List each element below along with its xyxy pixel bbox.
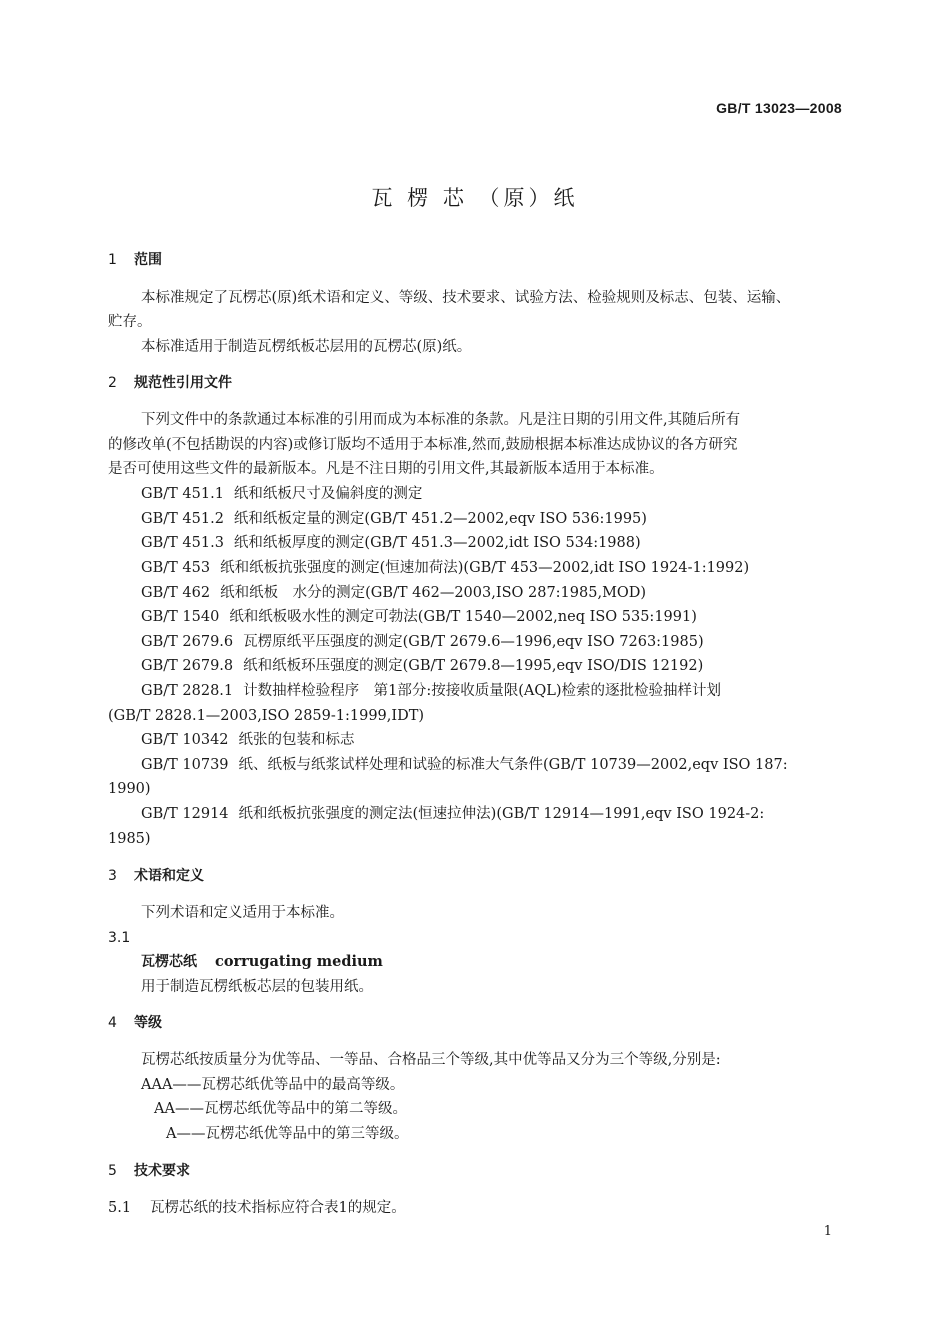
reference-code: GB/T 462 (141, 585, 211, 601)
paragraph-line: 的修改单(不包括勘误的内容)或修订版均不适用于本标准,然而,鼓励根据本标准达成协议的各方研究 (108, 437, 738, 453)
reference-code: GB/T 10739 (141, 757, 229, 773)
section-5-heading (108, 1162, 190, 1180)
reference-title: 纸和纸板厚度的测定(GB/T 451.3—2002,idt ISO 534:1988) (233, 535, 641, 551)
section-4-heading (108, 1014, 162, 1032)
reference-continuation: 1985) (108, 831, 151, 847)
grade-item: AAA——瓦楞芯纸优等品中的最高等级。 (141, 1077, 405, 1093)
paragraph-line: 是否可使用这些文件的最新版本。凡是不注日期的引用文件,其最新版本适用于本标准。 (108, 461, 664, 477)
reference-code: GB/T 451.3 (141, 535, 224, 551)
document-title: 瓦 楞 芯 （原）纸 (371, 186, 579, 210)
reference-title: 纸和纸板抗张强度的测定(恒速加荷法)(GB/T 453—2002,idt ISO 1924-1:1992) (220, 560, 750, 576)
section-3-heading (108, 867, 204, 885)
reference-title: 纸、纸板与纸浆试样处理和试验的标准大气条件(GB/T 10739—2002,eqv ISO 187: (238, 757, 788, 773)
reference-item (141, 657, 703, 675)
reference-item (141, 756, 788, 774)
section-title: 术语和定义 (134, 868, 204, 884)
page-number: 1 (823, 1224, 832, 1239)
reference-code: GB/T 2679.8 (141, 658, 234, 674)
reference-item (141, 633, 704, 651)
reference-continuation: (GB/T 2828.1—2003,ISO 2859-1:1999,IDT) (108, 708, 425, 724)
paragraph-line: 本标准适用于制造瓦楞纸板芯层用的瓦楞芯(原)纸。 (141, 339, 472, 355)
section-title: 规范性引用文件 (134, 375, 232, 391)
reference-item (141, 682, 721, 700)
reference-title: 纸张的包装和标志 (238, 732, 355, 748)
subsection-number: 5.1 (108, 1200, 132, 1216)
standard-code: GB/T 13023—2008 (716, 100, 842, 116)
paragraph-line: 下列文件中的条款通过本标准的引用而成为本标准的条款。凡是注日期的引用文件,其随后所有 (141, 412, 741, 428)
paragraph-line: 本标准规定了瓦楞芯(原)纸术语和定义、等级、技术要求、试验方法、检验规则及标志、包装、运输、 (141, 290, 791, 306)
reference-code: GB/T 451.1 (141, 486, 224, 502)
term-entry (141, 953, 383, 971)
paragraph-line: 下列术语和定义适用于本标准。 (141, 905, 344, 921)
reference-title: 瓦楞原纸平压强度的测定(GB/T 2679.6—1996,eqv ISO 7263:1985) (243, 634, 704, 650)
reference-item (141, 608, 697, 626)
reference-code: GB/T 10342 (141, 732, 229, 748)
reference-code: GB/T 2679.6 (141, 634, 234, 650)
reference-item (141, 485, 422, 503)
section-title: 等级 (134, 1015, 162, 1031)
section-2-heading (108, 374, 232, 392)
paragraph-line: 瓦楞芯纸按质量分为优等品、一等品、合格品三个等级,其中优等品又分为三个等级,分别是: (141, 1052, 721, 1068)
reference-item (141, 584, 646, 602)
term-definition: 用于制造瓦楞纸板芯层的包装用纸。 (141, 979, 373, 995)
reference-title: 纸和纸板吸水性的测定可勃法(GB/T 1540—2002,neq ISO 535:1991) (229, 609, 697, 625)
reference-title: 纸和纸板 水分的测定(GB/T 462—2003,ISO 287:1985,MOD) (220, 585, 647, 601)
reference-item (141, 805, 764, 823)
reference-title: 计数抽样检验程序 第1部分:按接收质量限(AQL)检索的逐批检验抽样计划 (243, 683, 722, 699)
subsection-text: 瓦楞芯纸的技术指标应符合表1的规定。 (150, 1200, 406, 1216)
reference-code: GB/T 2828.1 (141, 683, 234, 699)
subsection-number: 3.1 (108, 930, 131, 946)
reference-item (141, 510, 647, 528)
section-number: 3 (108, 868, 117, 884)
section-number: 1 (108, 252, 117, 268)
section-number: 2 (108, 375, 117, 391)
grade-item: AA——瓦楞芯纸优等品中的第二等级。 (154, 1101, 407, 1117)
reference-item (141, 731, 355, 749)
paragraph-line: 贮存。 (108, 314, 152, 330)
term-chinese: 瓦楞芯纸 (141, 954, 197, 970)
reference-item (141, 534, 641, 552)
reference-title: 纸和纸板尺寸及偏斜度的测定 (233, 486, 423, 502)
section-number: 4 (108, 1015, 117, 1031)
reference-title: 纸和纸板环压强度的测定(GB/T 2679.8—1995,eqv ISO/DIS 12192) (243, 658, 704, 674)
section-1-heading (108, 251, 162, 269)
reference-code: GB/T 451.2 (141, 511, 224, 527)
reference-code: GB/T 453 (141, 560, 211, 576)
reference-continuation: 1990) (108, 781, 151, 797)
section-title: 范围 (134, 252, 162, 268)
subsection-line (108, 1199, 406, 1217)
reference-code: GB/T 1540 (141, 609, 220, 625)
section-number: 5 (108, 1163, 117, 1179)
grade-item: A——瓦楞芯纸优等品中的第三等级。 (166, 1126, 409, 1142)
reference-item (141, 559, 749, 577)
section-title: 技术要求 (134, 1163, 190, 1179)
reference-title: 纸和纸板定量的测定(GB/T 451.2—2002,eqv ISO 536:1995) (233, 511, 647, 527)
reference-title: 纸和纸板抗张强度的测定法(恒速拉伸法)(GB/T 12914—1991,eqv ISO 1924-2: (238, 806, 765, 822)
term-english: corrugating medium (215, 953, 383, 970)
reference-code: GB/T 12914 (141, 806, 229, 822)
